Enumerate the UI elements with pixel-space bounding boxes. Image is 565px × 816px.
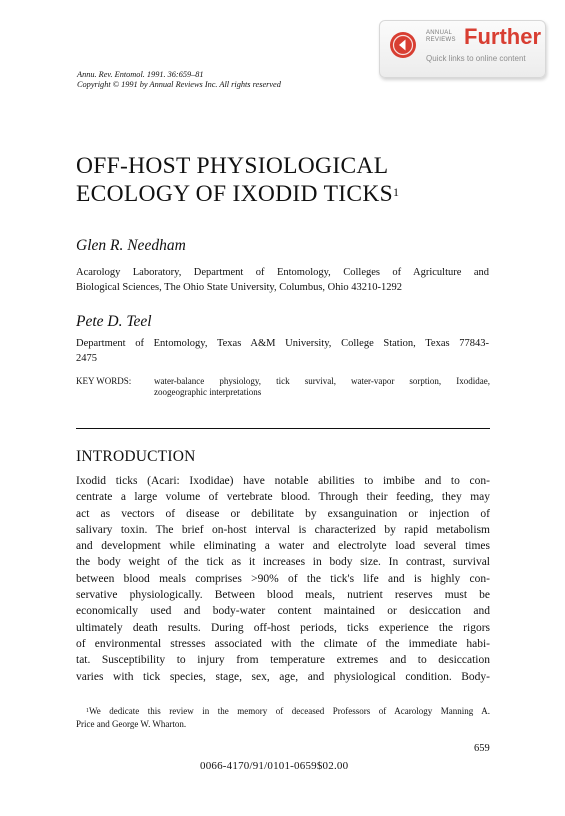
footnote-line-2: Price and George W. Wharton. — [76, 719, 187, 729]
page-number: 659 — [474, 743, 490, 754]
body-line: tat. Susceptibility to injury from temperature extremes and to desiccation — [76, 654, 490, 667]
body-line: between blood meals comprises >90% of the tick's life and is highly con- — [76, 572, 490, 585]
journal-citation-line: Annu. Rev. Entomol. 1991. 36:659–81 — [77, 70, 204, 79]
section-divider — [76, 428, 490, 429]
body-line: act as vectors of disease or debilitate by exsanguination or injection of — [76, 507, 490, 520]
keywords-line: water-balance physiology, tick survival, water-vapor sorption, Ixodidae, — [154, 376, 490, 386]
body-line: servative physiologically. Between blood meals, nutrient reserves must be — [76, 589, 490, 602]
body-line: of environmental stresses associated with the climate of the immediate habi- — [76, 637, 490, 650]
further-logo-icon — [389, 31, 417, 59]
body-line: economically used and body-water content maintained or desiccation and — [76, 605, 490, 618]
keywords-list — [154, 376, 490, 398]
author-name: Pete D. Teel — [76, 313, 152, 330]
title-footnote-mark: 1 — [392, 185, 400, 199]
annual-reviews-further-badge[interactable] — [379, 20, 546, 78]
issn-code: 0066-4170/91/0101-0659$02.00 — [200, 760, 349, 772]
footnote-mark: 1 — [86, 708, 89, 714]
footnote — [76, 705, 490, 731]
keywords-line: zoogeographic interpretations — [154, 387, 262, 397]
badge-annual: ANNUAL — [426, 30, 453, 36]
body-paragraph — [76, 473, 490, 685]
badge-tagline: Quick links to online content — [426, 54, 526, 63]
body-line: salivary toxin. The brief on-host interval is characterized by rapid metabolism — [76, 523, 490, 536]
badge-further-label: Further — [464, 24, 541, 49]
title-line-1: OFF-HOST PHYSIOLOGICAL — [76, 153, 389, 179]
affiliation-line: Biological Sciences, The Ohio State University, Columbus, Ohio 43210-1292 — [76, 282, 403, 293]
footnote-line-1 — [76, 705, 490, 718]
section-heading: INTRODUCTION — [76, 448, 196, 465]
body-line: Ixodid ticks (Acari: Ixodidae) have notable abilities to imbibe and to con- — [76, 475, 490, 487]
article-title — [76, 152, 399, 208]
keywords-label: KEY WORDS: — [76, 376, 132, 386]
body-line: ultimately death results. During off-host periods, ticks experience the rigors — [76, 621, 490, 634]
copyright-line: Copyright © 1991 by Annual Reviews Inc. All rights reserved — [77, 80, 281, 89]
journal-citation — [77, 70, 281, 90]
author-affiliation — [76, 265, 489, 295]
body-line: centrate a large volume of vertebrate blood. Through their feeding, they may — [76, 491, 490, 504]
affiliation-line: 2475 — [76, 353, 97, 364]
title-line-2-text: ECOLOGY OF IXODID TICKS — [76, 181, 393, 207]
keywords-block — [76, 376, 490, 400]
affiliation-line: Department of Entomology, Texas A&M University, College Station, Texas 77843- — [76, 338, 489, 349]
author-affiliation — [76, 336, 489, 366]
body-line: the body weight of the tick as it increases in body size. In contrast, survival — [76, 556, 490, 569]
affiliation-line: Acarology Laboratory, Department of Entomology, Colleges of Agriculture and — [76, 267, 489, 278]
badge-annual-reviews-text — [426, 30, 456, 44]
badge-reviews: REVIEWS — [426, 37, 456, 43]
body-line: and development while eliminating a water and electrolyte load several times — [76, 540, 490, 553]
footnote-text: We dedicate this review in the memory of deceased Professors of Acarology Manning A. — [89, 706, 490, 716]
title-line-2 — [76, 180, 399, 208]
author-name: Glen R. Needham — [76, 237, 186, 254]
body-line: varies with tick species, stage, sex, age, and physiological condition. Body- — [76, 670, 490, 683]
